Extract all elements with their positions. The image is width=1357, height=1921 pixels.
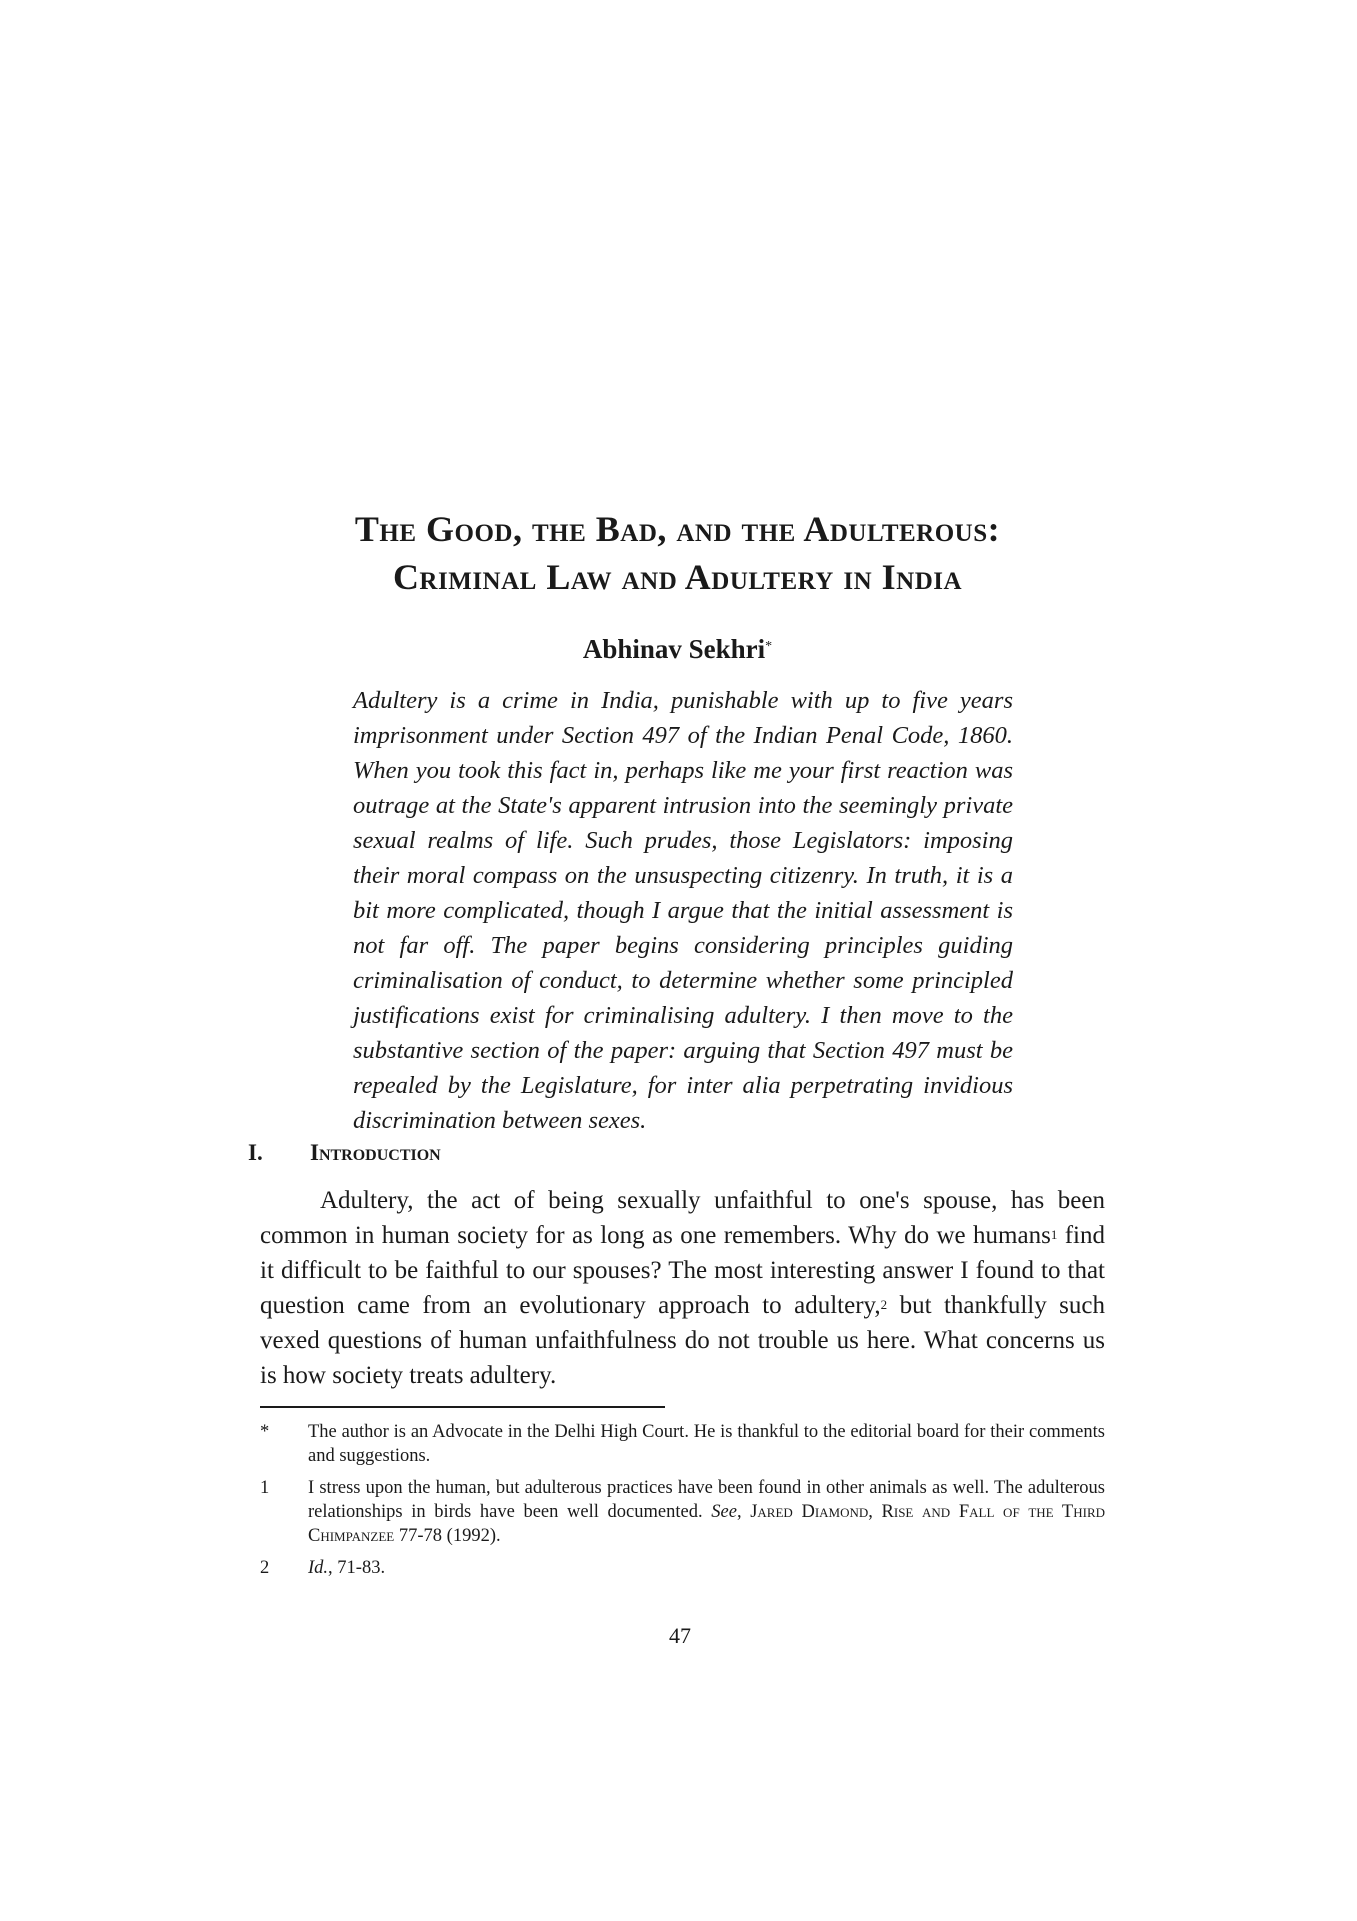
footnote-text-part: 77-78 (1992). bbox=[394, 1526, 501, 1546]
body-text-part-3: but thankfully such vexed questions of human unfaithfulness do not trouble us here. What concerns us is how society treats adultery. bbox=[260, 1292, 1105, 1389]
article-title-line-1: The Good, the Bad, and the Adulterous: bbox=[354, 509, 1001, 549]
article-title bbox=[250, 505, 1105, 601]
page-number: 47 bbox=[669, 1623, 691, 1648]
footnote-mark: 1 bbox=[260, 1478, 270, 1498]
footnote-divider bbox=[260, 1406, 665, 1408]
author-name: Abhinav Sekhri bbox=[582, 634, 766, 664]
body-text bbox=[260, 1183, 1105, 1393]
footnote-2 bbox=[260, 1556, 1105, 1580]
section-number: I. bbox=[248, 1140, 263, 1165]
footnote-text-part: , 71-83. bbox=[328, 1558, 386, 1578]
footnote-mark: 2 bbox=[260, 1558, 270, 1578]
author-footnote-marker: * bbox=[765, 639, 773, 654]
footnote-ref-2: 2 bbox=[880, 1297, 888, 1312]
footnote-mark: * bbox=[260, 1422, 270, 1442]
footnote-1 bbox=[260, 1476, 1105, 1548]
footnote-text: The author is an Advocate in the Delhi High Court. He is thankful to the editorial board for their comments and suggestions. bbox=[308, 1422, 1105, 1466]
body-text-part-1: Adultery, the act of being sexually unfaithful to one's spouse, has been common in human society for as long as one remembers. Why do we humans bbox=[260, 1187, 1105, 1249]
section-title: Introduction bbox=[310, 1140, 441, 1165]
footnote-ref-1: 1 bbox=[1050, 1227, 1058, 1242]
body-text-part-2: find it difficult to be faithful to our spouses? The most interesting answer I found to that question came from an evolutionary approach to adultery, bbox=[260, 1222, 1105, 1319]
footnote-book-citation: Jared Diamond, Rise and Fall of the Third Chimpanzee bbox=[308, 1502, 1105, 1546]
footnote-text bbox=[308, 1476, 1105, 1548]
footnotes bbox=[260, 1420, 1105, 1588]
abstract: Adultery is a crime in India, punishable with up to five years imprisonment under Section 497 of the Indian Penal Code, 1860. When you took this fact in, perhaps like me your first reaction was outrage at the State's apparent intrusion into the seemingly private sexual realms of life. Such prudes, those Legislators: imposing their moral compass on the unsuspecting citizenry. In truth, it is a bit more complicated, though I argue that the initial assessment is not far off. The paper begins considering principles guiding criminalisation of conduct, to determine whether some principled justifications exist for criminalising adultery. I then move to the substantive section of the paper: arguing that Section 497 must be repealed by the Legislature, for inter alia perpetrating invidious discrimination between sexes. bbox=[353, 687, 1013, 1134]
footnote-signal: See bbox=[711, 1502, 737, 1522]
footnote-author bbox=[260, 1420, 1105, 1468]
footnote-text-part: , bbox=[736, 1502, 751, 1522]
footnote-text bbox=[308, 1556, 1105, 1580]
footnote-id-signal: Id. bbox=[308, 1558, 329, 1578]
author-byline bbox=[250, 633, 1105, 665]
body-paragraph bbox=[260, 1183, 1105, 1393]
footnote-text-part: I stress upon the human, but adulterous practices have been found in other animals as well. The adulterous relationships in birds have been well documented. bbox=[308, 1478, 1105, 1522]
article-title-line-2: Criminal Law and Adultery in India bbox=[392, 557, 963, 597]
section-heading bbox=[248, 1138, 441, 1168]
